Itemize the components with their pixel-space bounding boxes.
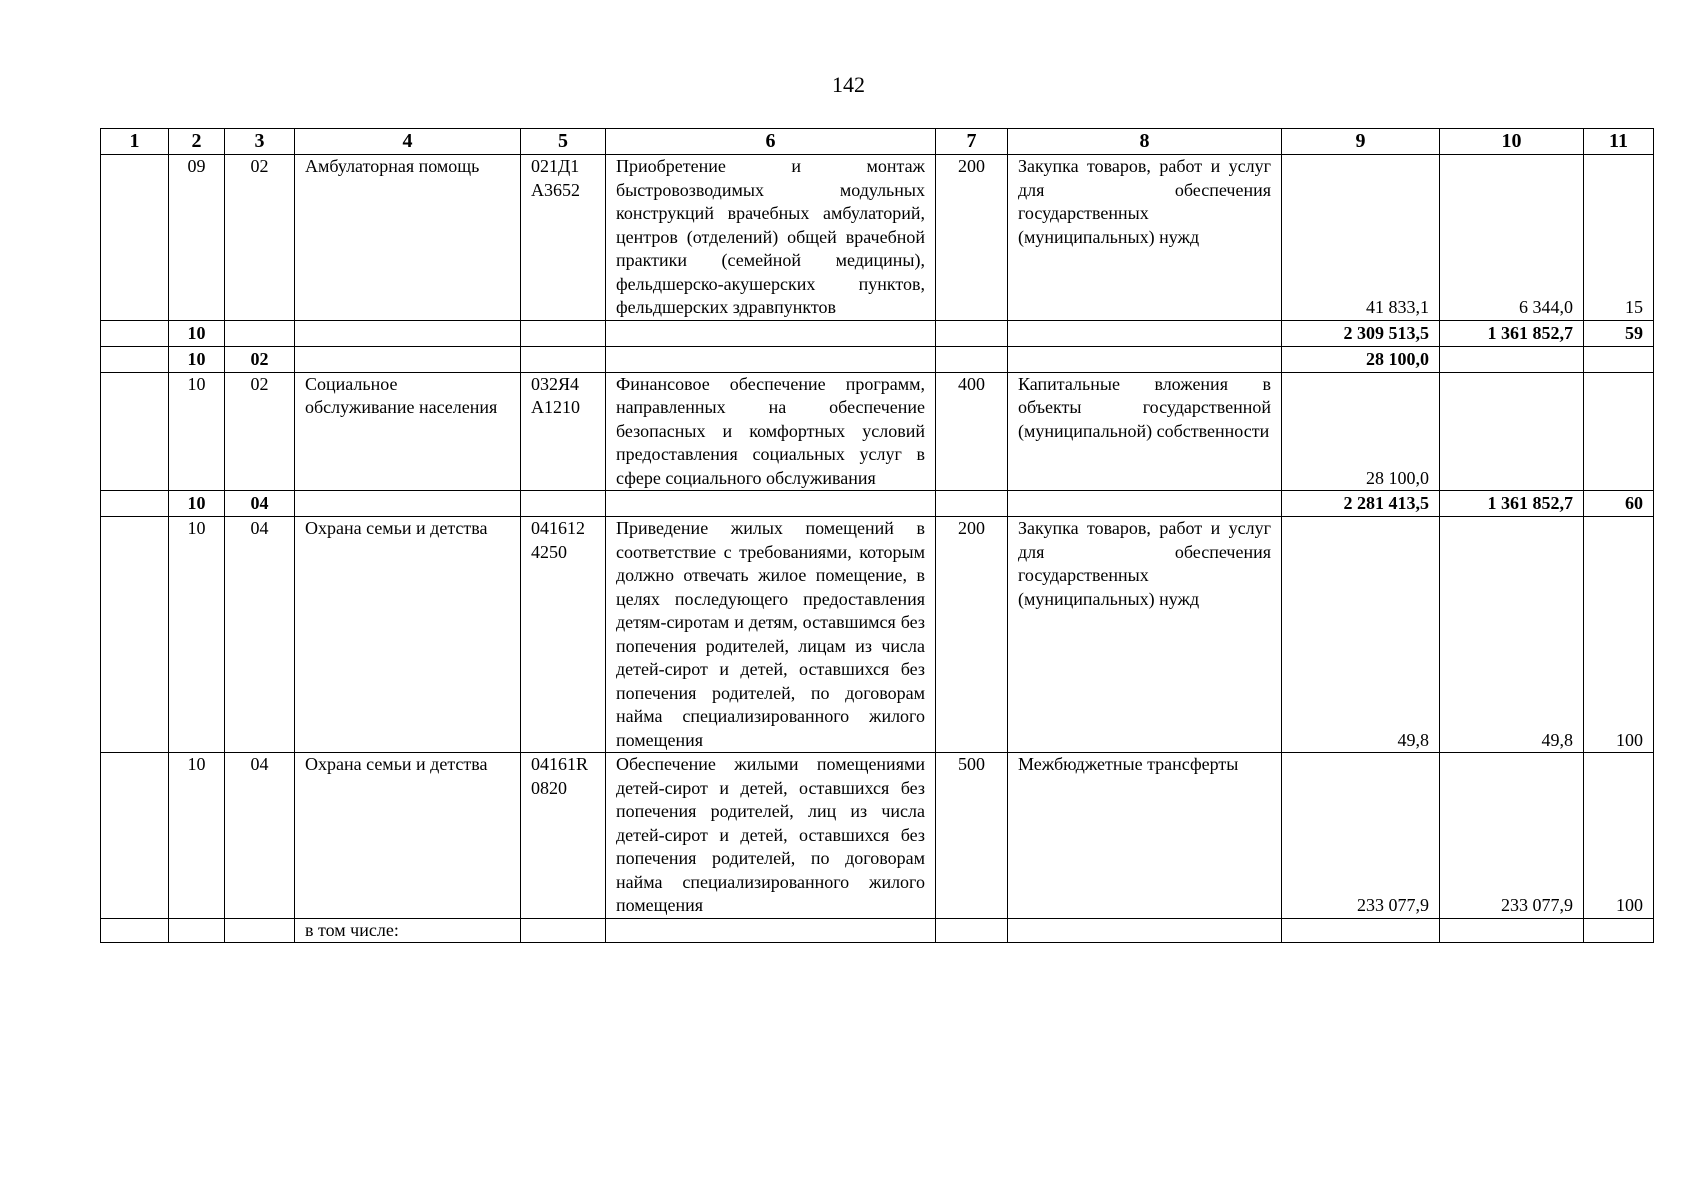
cell-subsection-name: в том числе:	[295, 918, 521, 943]
page-number: 142	[832, 72, 865, 97]
cell-col-1	[101, 155, 169, 321]
cell-section: 09	[169, 155, 225, 321]
cell-col-1	[101, 753, 169, 919]
header-cell-4: 4	[295, 129, 521, 155]
cell-amount-actual	[1440, 346, 1584, 372]
cell-subsection-name	[295, 346, 521, 372]
header-cell-7: 7	[936, 129, 1008, 155]
cell-percent: 15	[1584, 155, 1654, 321]
cell-percent	[1584, 372, 1654, 491]
cell-amount-planned: 49,8	[1282, 517, 1440, 753]
cell-target-code	[521, 346, 606, 372]
cell-subsection: 04	[225, 517, 295, 753]
cell-col-1	[101, 491, 169, 517]
cell-section: 10	[169, 753, 225, 919]
cell-subsection-name: Охрана семьи и детства	[295, 753, 521, 919]
cell-amount-actual: 233 077,9	[1440, 753, 1584, 919]
cell-expense-type: 500	[936, 753, 1008, 919]
cell-amount-planned: 28 100,0	[1282, 346, 1440, 372]
cell-subsection: 02	[225, 372, 295, 491]
cell-expense-type-name: Закупка товаров, работ и услуг для обеспечения государственных (муниципальных) нужд	[1008, 155, 1282, 321]
cell-col-1	[101, 320, 169, 346]
cell-subsection: 04	[225, 491, 295, 517]
cell-subsection	[225, 918, 295, 943]
header-cell-10: 10	[1440, 129, 1584, 155]
cell-expense-type	[936, 918, 1008, 943]
cell-amount-planned: 41 833,1	[1282, 155, 1440, 321]
cell-expense-type: 400	[936, 372, 1008, 491]
table-row	[101, 372, 1654, 491]
cell-percent	[1584, 918, 1654, 943]
cell-section: 10	[169, 491, 225, 517]
cell-percent: 100	[1584, 517, 1654, 753]
header-cell-8: 8	[1008, 129, 1282, 155]
cell-section: 10	[169, 320, 225, 346]
table-row	[101, 517, 1654, 753]
cell-target-code	[521, 918, 606, 943]
cell-expense-type	[936, 346, 1008, 372]
cell-amount-actual: 1 361 852,7	[1440, 320, 1584, 346]
cell-target-code	[521, 320, 606, 346]
cell-expense-type-name	[1008, 918, 1282, 943]
cell-col-1	[101, 346, 169, 372]
table-row-subtotal	[101, 346, 1654, 372]
cell-target-name: Приведение жилых помещений в соответствие с требованиями, которым должно отвечать жилое помещение, в целях последующего предоставления детям-сиротам и детям, оставшимся без попечения родителей, лицам из числа детей-сирот и детей, оставшихся без попечения родителей, по договорам найма специализированного жилого помещения	[606, 517, 936, 753]
cell-expense-type-name: Капитальные вложения в объекты государственной (муниципальной) собственности	[1008, 372, 1282, 491]
cell-expense-type-name	[1008, 320, 1282, 346]
cell-target-code: 041612 4250	[521, 517, 606, 753]
cell-expense-type-name: Межбюджетные трансферты	[1008, 753, 1282, 919]
cell-subsection-name: Амбулаторная помощь	[295, 155, 521, 321]
table-row	[101, 753, 1654, 919]
cell-target-code: 021Д1 А3652	[521, 155, 606, 321]
header-cell-6: 6	[606, 129, 936, 155]
table-row	[101, 155, 1654, 321]
table-row-subtotal	[101, 491, 1654, 517]
cell-subsection-name: Охрана семьи и детства	[295, 517, 521, 753]
cell-col-1	[101, 918, 169, 943]
cell-percent: 100	[1584, 753, 1654, 919]
table-row	[101, 918, 1654, 943]
cell-target-name	[606, 491, 936, 517]
cell-expense-type: 200	[936, 155, 1008, 321]
cell-section	[169, 918, 225, 943]
cell-percent	[1584, 346, 1654, 372]
cell-amount-actual	[1440, 372, 1584, 491]
cell-target-name: Приобретение и монтаж быстровозводимых модульных конструкций врачебных амбулаторий, центров (отделений) общей врачебной практики (семейной медицины), фельдшерско-акушерских пунктов, фельдшерских здравпунктов	[606, 155, 936, 321]
cell-expense-type-name	[1008, 491, 1282, 517]
cell-percent: 59	[1584, 320, 1654, 346]
cell-amount-actual: 6 344,0	[1440, 155, 1584, 321]
cell-expense-type: 200	[936, 517, 1008, 753]
cell-subsection: 04	[225, 753, 295, 919]
cell-section: 10	[169, 517, 225, 753]
header-cell-1: 1	[101, 129, 169, 155]
cell-section: 10	[169, 372, 225, 491]
header-row	[101, 129, 1654, 155]
cell-percent: 60	[1584, 491, 1654, 517]
cell-target-name	[606, 918, 936, 943]
header-cell-9: 9	[1282, 129, 1440, 155]
cell-target-name: Финансовое обеспечение программ, направленных на обеспечение безопасных и комфортных условий предоставления социальных услуг в сфере социального обслуживания	[606, 372, 936, 491]
cell-amount-actual: 1 361 852,7	[1440, 491, 1584, 517]
cell-target-code: 032Я4 А1210	[521, 372, 606, 491]
cell-amount-planned: 233 077,9	[1282, 753, 1440, 919]
cell-expense-type	[936, 491, 1008, 517]
cell-amount-planned	[1282, 918, 1440, 943]
cell-col-1	[101, 517, 169, 753]
cell-expense-type-name	[1008, 346, 1282, 372]
cell-amount-actual: 49,8	[1440, 517, 1584, 753]
table-row-subtotal	[101, 320, 1654, 346]
budget-table	[100, 128, 1654, 943]
cell-subsection: 02	[225, 346, 295, 372]
cell-subsection-name	[295, 320, 521, 346]
cell-subsection	[225, 320, 295, 346]
cell-col-1	[101, 372, 169, 491]
header-cell-11: 11	[1584, 129, 1654, 155]
cell-amount-planned: 2 281 413,5	[1282, 491, 1440, 517]
cell-amount-actual	[1440, 918, 1584, 943]
cell-subsection-name: Социальное обслуживание населения	[295, 372, 521, 491]
cell-subsection: 02	[225, 155, 295, 321]
header-cell-5: 5	[521, 129, 606, 155]
cell-expense-type	[936, 320, 1008, 346]
cell-target-name	[606, 346, 936, 372]
cell-section: 10	[169, 346, 225, 372]
cell-subsection-name	[295, 491, 521, 517]
cell-target-code	[521, 491, 606, 517]
cell-target-code: 04161R 0820	[521, 753, 606, 919]
header-cell-3: 3	[225, 129, 295, 155]
cell-target-name	[606, 320, 936, 346]
cell-target-name: Обеспечение жилыми помещениями детей-сирот и детей, оставшихся без попечения родителей, лиц из числа детей-сирот и детей, оставшихся без попечения родителей, по договорам найма специализированного жилого помещения	[606, 753, 936, 919]
cell-expense-type-name: Закупка товаров, работ и услуг для обеспечения государственных (муниципальных) нужд	[1008, 517, 1282, 753]
cell-amount-planned: 2 309 513,5	[1282, 320, 1440, 346]
header-cell-2: 2	[169, 129, 225, 155]
cell-amount-planned: 28 100,0	[1282, 372, 1440, 491]
